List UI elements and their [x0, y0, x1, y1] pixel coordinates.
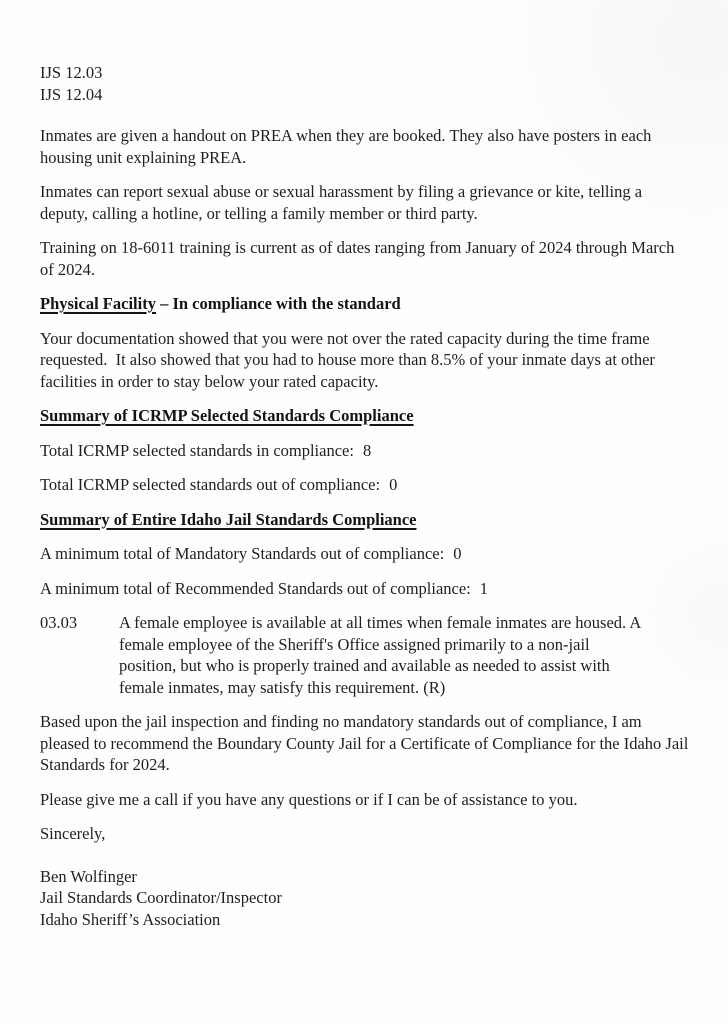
- salutation: Sincerely,: [40, 824, 106, 843]
- stat-mandatory-out-of-compliance-value: 0: [453, 544, 462, 563]
- stat-icrmp-in-compliance: [40, 440, 692, 462]
- standard-item-03-03: [40, 612, 692, 698]
- stat-recommended-out-of-compliance: [40, 578, 692, 600]
- signature-title: Jail Standards Coordinator/Inspector: [40, 888, 282, 907]
- paragraph-recommendation: Based upon the jail inspection and finding no mandatory standards out of compliance, I am pleased to recommend the Boundary County Jail for a Certificate of Compliance for the Idaho Jail Standards for 2024.: [40, 712, 693, 774]
- heading-physical-facility-underlined: Physical Facility: [40, 294, 156, 313]
- paragraph-prea-handout: Inmates are given a handout on PREA when they are booked. They also have posters in each housing unit explaining PREA.: [40, 126, 656, 167]
- paragraph-rated-capacity: Your documentation showed that you were not over the rated capacity during the time frame requested. It also showed that you had to house more than 8.5% of your inmate days at other facilities in order to stay below your rated capacity.: [40, 328, 660, 391]
- standard-item-number: 03.03: [40, 613, 78, 632]
- stat-icrmp-out-of-compliance-value: 0: [389, 475, 398, 494]
- paragraph-closing: Please give me a call if you have any questions or if I can be of assistance to you.: [40, 789, 578, 809]
- heading-icrmp-summary: [40, 405, 692, 427]
- signature-name: Ben Wolfinger: [40, 866, 137, 886]
- stat-recommended-out-of-compliance-value: 1: [479, 578, 488, 598]
- signature-organization: Idaho Sheriff’s Association: [40, 909, 221, 929]
- stat-icrmp-out-of-compliance-label: Total ICRMP selected standards out of compliance:: [40, 475, 381, 494]
- heading-icrmp-summary-text: Summary of ICRMP Selected Standards Compliance: [40, 406, 414, 425]
- standard-reference-1: IJS 12.03: [40, 63, 103, 82]
- stat-icrmp-out-of-compliance: [40, 474, 692, 496]
- standard-reference-2: IJS 12.04: [40, 84, 103, 104]
- stat-icrmp-in-compliance-label: Total ICRMP selected standards in compliance:: [40, 440, 354, 460]
- standard-reference-list: [40, 62, 692, 105]
- stat-mandatory-out-of-compliance: [40, 543, 692, 565]
- standard-item-text: A female employee is available at all times when female inmates are housed. A female employee of the Sheriff's Office assigned primarily to a non-jail position, but who is properly trained and available as needed to assist with female inmates, may satisfy this requirement. (R): [119, 613, 645, 697]
- stat-recommended-out-of-compliance-label: A minimum total of Recommended Standards out of compliance:: [40, 578, 471, 598]
- heading-physical-facility-rest: – In compliance with the standard: [155, 294, 401, 313]
- stat-mandatory-out-of-compliance-label: A minimum total of Mandatory Standards out of compliance:: [40, 544, 445, 563]
- signature-block: [40, 866, 692, 931]
- stat-icrmp-in-compliance-value: 8: [362, 440, 372, 460]
- heading-physical-facility: [40, 293, 692, 315]
- heading-jail-standards-summary: [40, 509, 692, 531]
- paragraph-prea-reporting: Inmates can report sexual abuse or sexual harassment by filing a grievance or kite, telling a deputy, calling a hotline, or telling a family member or third party.: [40, 182, 647, 223]
- paragraph-training-status: Training on 18-6011 training is current as of dates ranging from January of 2024 through March of 2024.: [40, 238, 679, 279]
- heading-jail-standards-summary-text: Summary of Entire Idaho Jail Standards Compliance: [40, 509, 417, 529]
